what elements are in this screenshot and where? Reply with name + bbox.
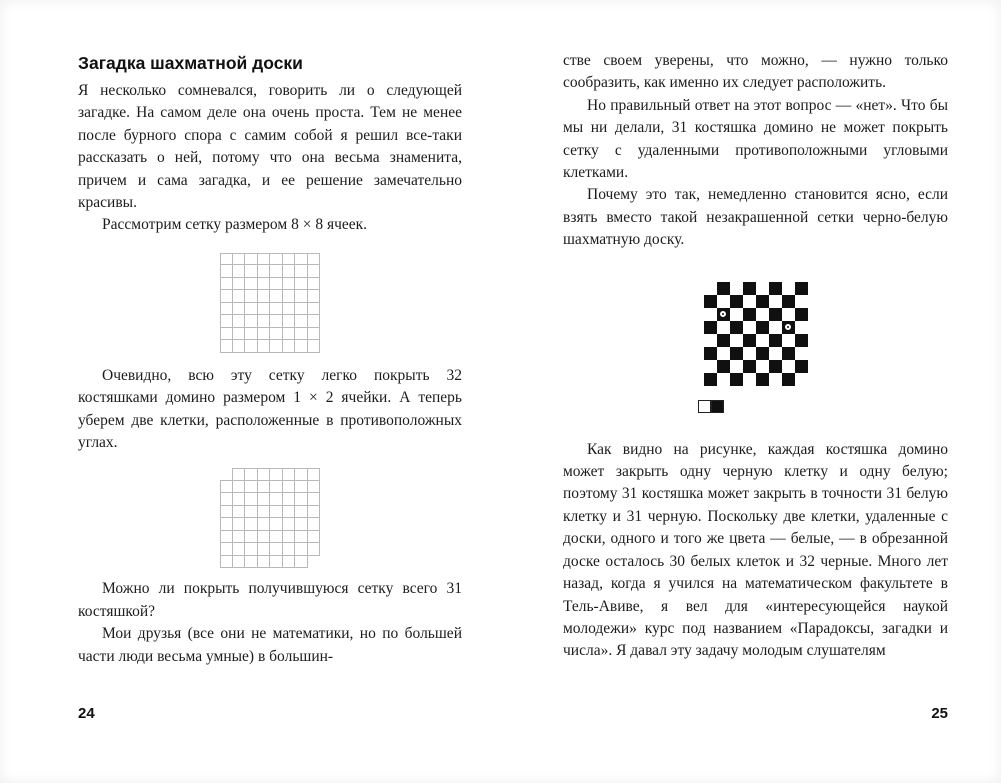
grid-cell — [245, 328, 258, 341]
board-cell — [756, 373, 769, 386]
domino-piece — [698, 400, 808, 413]
grid-cell — [295, 468, 308, 481]
board-cell — [769, 334, 782, 347]
board-cell — [743, 308, 756, 321]
grid-cell — [220, 493, 233, 506]
grid-cell — [220, 278, 233, 291]
grid-cell — [295, 265, 308, 278]
grid-cell — [233, 253, 246, 266]
grid-cell — [270, 468, 283, 481]
page-number-right: 25 — [931, 705, 948, 722]
grid-cell — [283, 265, 296, 278]
grid-cell — [220, 543, 233, 556]
board-cell — [769, 282, 782, 295]
chessboard-8x8-trimmed — [704, 282, 808, 386]
paragraph: стве своем уверены, что можно, — нужно только сообразить, как именно их следует расположить. — [563, 52, 948, 92]
grid-cell — [220, 315, 233, 328]
board-cell — [704, 308, 717, 321]
board-cell — [704, 295, 717, 308]
grid-cell — [308, 328, 321, 341]
grid-cell — [233, 543, 246, 556]
grid-cell — [308, 543, 321, 556]
grid-cell — [258, 278, 271, 291]
board-cell — [704, 334, 717, 347]
grid-cell — [283, 531, 296, 544]
board-cell — [769, 360, 782, 373]
grid-cell — [270, 518, 283, 531]
board-cell — [717, 334, 730, 347]
board-cell — [743, 373, 756, 386]
cell-marker-circle — [785, 324, 791, 330]
paragraph: Но правильный ответ на этот вопрос — «нет». Что бы мы ни делали, 31 костяшка домино не может покрыть сетку с удаленными противоположными угловыми клетками. — [563, 96, 948, 182]
grid-cell — [258, 253, 271, 266]
board-cell — [769, 321, 782, 334]
board-cell — [730, 321, 743, 334]
grid-cell — [308, 468, 321, 481]
paragraph: Почему это так, немедленно становится ясно, если взять вместо такой незакрашенной сетки черно-белую шахматную доску. — [563, 186, 948, 249]
grid-cell — [295, 493, 308, 506]
paragraph: Можно ли покрыть получившуюся сетку всего 31 костяшкой? — [78, 580, 462, 620]
grid-cell — [220, 328, 233, 341]
grid-cell — [270, 493, 283, 506]
grid-cell — [245, 481, 258, 494]
board-cell — [717, 282, 730, 295]
grid-cell — [270, 315, 283, 328]
grid-cell — [295, 290, 308, 303]
paragraph: Как видно на рисунке, каждая костяшка домино может закрыть одну черную клетку и одну белую; поэтому 31 костяшка может закрыть в точности 31 белую клетку и 31 черную. Поскольку две клетки, удаленные с доски, одного и того же цвета — белые, — в обрезанной доске осталось 30 белых клеток и 32 черные. Много лет назад, когда я учился на математическом факультете в Тель-Авиве, я вел для «интересующейся наукой молодежи» курс под названием «Парадоксы, загадки и числа». Я давал эту задачу молодым слушателям — [563, 440, 948, 660]
grid-cell — [283, 315, 296, 328]
removed-cell — [220, 468, 233, 481]
grid-cell — [270, 531, 283, 544]
grid-cell — [258, 543, 271, 556]
board-cell — [730, 347, 743, 360]
grid-cell — [233, 518, 246, 531]
grid-cell — [283, 493, 296, 506]
grid-cell — [308, 315, 321, 328]
grid-cell — [245, 468, 258, 481]
grid-cell — [233, 303, 246, 316]
grid-cell — [295, 556, 308, 569]
grid-cell — [245, 340, 258, 353]
cell-marker-circle — [720, 311, 726, 317]
board-cell — [743, 347, 756, 360]
board-cell — [730, 360, 743, 373]
domino-cell-white — [698, 400, 711, 413]
board-cell — [717, 360, 730, 373]
grid-cell — [233, 468, 246, 481]
grid-cell — [308, 253, 321, 266]
board-cell — [769, 295, 782, 308]
board-cell — [743, 360, 756, 373]
board-cell — [717, 373, 730, 386]
grid-cell — [308, 481, 321, 494]
grid-cell — [308, 303, 321, 316]
removed-cell — [795, 373, 808, 386]
page-number-left: 24 — [78, 705, 95, 722]
board-cell — [782, 308, 795, 321]
grid-cell — [283, 340, 296, 353]
grid-cell — [295, 506, 308, 519]
grid-cell — [258, 290, 271, 303]
grid-cell — [258, 493, 271, 506]
board-cell — [756, 360, 769, 373]
board-cell — [769, 347, 782, 360]
grid-cell — [220, 265, 233, 278]
board-cell — [782, 373, 795, 386]
grid-cell — [220, 556, 233, 569]
grid-cell — [270, 340, 283, 353]
grid-cell — [295, 340, 308, 353]
board-cell — [795, 282, 808, 295]
removed-cell — [308, 556, 321, 569]
grid-cell — [283, 543, 296, 556]
grid-cell — [295, 518, 308, 531]
grid-cell — [258, 468, 271, 481]
grid-cell — [233, 290, 246, 303]
board-cell — [730, 308, 743, 321]
grid-cell — [270, 290, 283, 303]
grid-cell — [308, 518, 321, 531]
board-cell — [717, 295, 730, 308]
grid-cell — [233, 328, 246, 341]
grid-cell — [245, 543, 258, 556]
grid-cell — [233, 315, 246, 328]
grid-cell — [283, 556, 296, 569]
board-cell — [795, 334, 808, 347]
grid-cell — [308, 506, 321, 519]
grid-cell — [245, 493, 258, 506]
grid-cell — [233, 340, 246, 353]
grid-cell — [295, 328, 308, 341]
grid-cell — [258, 518, 271, 531]
grid-cell — [295, 315, 308, 328]
grid-cell — [283, 468, 296, 481]
board-cell — [717, 347, 730, 360]
board-cell — [769, 373, 782, 386]
grid-cell — [220, 290, 233, 303]
grid-8x8-plain — [220, 253, 320, 353]
chapter-heading: Загадка шахматной доски — [78, 53, 303, 73]
grid-cell — [270, 543, 283, 556]
grid-cell — [270, 278, 283, 291]
grid-cell — [295, 481, 308, 494]
board-cell — [756, 282, 769, 295]
board-cell — [704, 360, 717, 373]
grid-cell — [295, 278, 308, 291]
grid-cell — [308, 278, 321, 291]
grid-cell — [220, 303, 233, 316]
board-cell — [782, 282, 795, 295]
grid-cell — [295, 531, 308, 544]
grid-cell — [245, 278, 258, 291]
board-cell — [704, 347, 717, 360]
board-cell — [756, 308, 769, 321]
board-cell — [743, 295, 756, 308]
grid-cell — [233, 506, 246, 519]
figure-chessboard — [704, 282, 808, 413]
grid-cell — [270, 253, 283, 266]
board-cell — [795, 308, 808, 321]
grid-cell — [270, 556, 283, 569]
grid-cell — [233, 265, 246, 278]
board-cell — [782, 334, 795, 347]
page-right — [563, 50, 948, 722]
grid-cell — [308, 531, 321, 544]
grid-cell — [245, 315, 258, 328]
grid-cell — [233, 481, 246, 494]
board-cell — [756, 347, 769, 360]
board-cell — [795, 347, 808, 360]
grid-cell — [233, 531, 246, 544]
removed-cell — [704, 282, 717, 295]
paragraph: Я несколько сомневался, говорить ли о следующей загадке. На самом деле она очень проста. Тем не менее после бурного спора с самим собой я решил все-таки рассказать о ней, потому что она весьма знаменита, причем и сама загадка, и ее решение замечательно красивы. — [78, 82, 462, 212]
board-cell — [717, 321, 730, 334]
grid-cell — [283, 290, 296, 303]
grid-cell — [283, 518, 296, 531]
grid-cell — [283, 253, 296, 266]
grid-cell — [258, 328, 271, 341]
board-cell — [704, 373, 717, 386]
board-cell — [756, 334, 769, 347]
grid-cell — [283, 481, 296, 494]
grid-cell — [258, 315, 271, 328]
grid-cell — [308, 493, 321, 506]
grid-cell — [245, 303, 258, 316]
board-cell — [769, 308, 782, 321]
board-cell — [782, 347, 795, 360]
domino-cell-black — [711, 400, 724, 413]
grid-cell — [220, 506, 233, 519]
paragraph: Мои друзья (все они не математики, но по большей части люди весьма умные) в большин- — [78, 625, 462, 665]
grid-cell — [258, 531, 271, 544]
grid-cell — [258, 481, 271, 494]
board-cell — [795, 360, 808, 373]
grid-cell — [270, 481, 283, 494]
grid-cell — [220, 253, 233, 266]
grid-cell — [283, 303, 296, 316]
board-cell — [756, 321, 769, 334]
grid-cell — [258, 506, 271, 519]
grid-cell — [245, 531, 258, 544]
board-cell — [730, 334, 743, 347]
grid-cell — [270, 506, 283, 519]
board-cell — [704, 321, 717, 334]
grid-cell — [233, 278, 246, 291]
grid-cell — [308, 290, 321, 303]
grid-cell — [220, 531, 233, 544]
grid-cell — [233, 493, 246, 506]
board-cell — [717, 308, 730, 321]
board-cell — [756, 295, 769, 308]
grid-cell — [308, 340, 321, 353]
grid-cell — [270, 303, 283, 316]
grid-cell — [258, 303, 271, 316]
grid-cell — [283, 278, 296, 291]
grid-cell — [258, 265, 271, 278]
paragraph: Рассмотрим сетку размером 8 × 8 ячеек. — [102, 216, 368, 234]
grid-8x8-trimmed-corners — [220, 468, 320, 568]
grid-cell — [270, 328, 283, 341]
grid-cell — [245, 290, 258, 303]
grid-cell — [258, 340, 271, 353]
grid-cell — [295, 543, 308, 556]
board-cell — [782, 321, 795, 334]
board-cell — [795, 295, 808, 308]
grid-cell — [245, 518, 258, 531]
grid-cell — [245, 506, 258, 519]
grid-cell — [245, 265, 258, 278]
board-cell — [730, 373, 743, 386]
board-cell — [782, 360, 795, 373]
grid-cell — [283, 328, 296, 341]
grid-cell — [220, 518, 233, 531]
board-cell — [730, 282, 743, 295]
grid-cell — [233, 556, 246, 569]
grid-cell — [295, 303, 308, 316]
board-cell — [743, 334, 756, 347]
grid-cell — [308, 265, 321, 278]
board-cell — [743, 282, 756, 295]
grid-cell — [258, 556, 271, 569]
grid-cell — [245, 253, 258, 266]
board-cell — [795, 321, 808, 334]
figure-trimmed-grid — [220, 468, 320, 568]
figure-empty-grid — [220, 253, 320, 353]
grid-cell — [283, 506, 296, 519]
board-cell — [782, 295, 795, 308]
grid-cell — [295, 253, 308, 266]
grid-cell — [220, 481, 233, 494]
grid-cell — [220, 340, 233, 353]
board-cell — [730, 295, 743, 308]
page-left — [78, 50, 462, 722]
paragraph: Очевидно, всю эту сетку легко покрыть 32 костяшками домино размером 1 × 2 ячейки. А теперь уберем две клетки, расположенные в противоположных углах. — [78, 366, 462, 452]
board-cell — [743, 321, 756, 334]
grid-cell — [245, 556, 258, 569]
grid-cell — [270, 265, 283, 278]
